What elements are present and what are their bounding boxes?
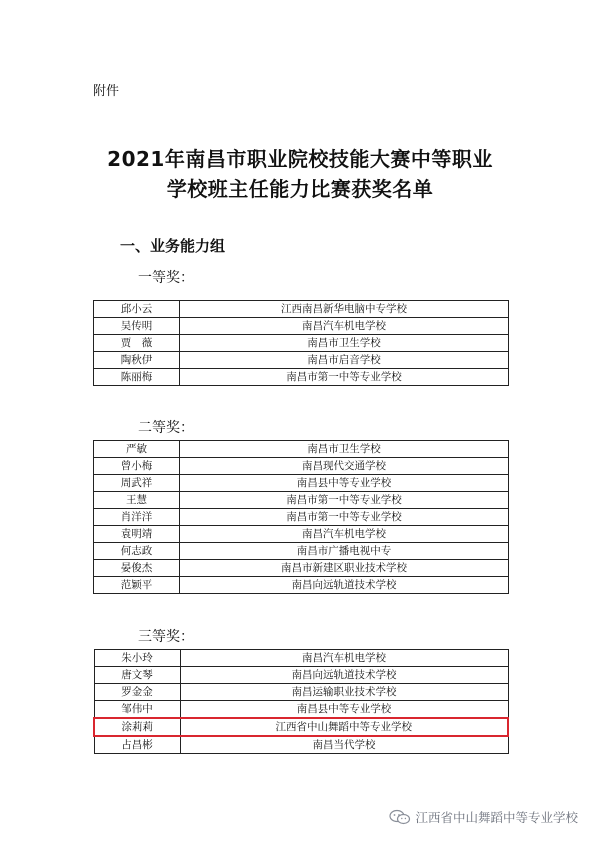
winner-school: 南昌市卫生学校 (180, 441, 509, 458)
winner-name: 吴传明 (94, 318, 180, 335)
winner-school: 南昌市第一中等专业学校 (180, 509, 509, 526)
first-prize-table (93, 300, 509, 386)
winner-school: 南昌向远轨道技术学校 (180, 667, 508, 684)
winner-name: 邹伟中 (94, 701, 180, 719)
winner-name: 陈丽梅 (94, 369, 180, 386)
winner-name: 肖洋洋 (94, 509, 180, 526)
table-row (94, 441, 509, 458)
table-row (94, 560, 509, 577)
document-title-line-1: 2021年南昌市职业院校技能大赛中等职业 (107, 147, 493, 171)
winner-school: 南昌县中等专业学校 (180, 475, 509, 492)
table-row (94, 577, 509, 594)
table-row (94, 650, 508, 667)
document-title-line-2: 学校班主任能力比赛获奖名单 (166, 177, 434, 201)
table-row (94, 526, 509, 543)
second-prize-label: 二等奖： (138, 420, 194, 436)
winner-school: 南昌运输职业技术学校 (180, 684, 508, 701)
third-prize-table (93, 649, 509, 754)
winner-name: 曾小梅 (94, 458, 180, 475)
winner-school: 南昌汽车机电学校 (180, 650, 508, 667)
winner-name: 严敏 (94, 441, 180, 458)
watermark (389, 808, 578, 826)
winner-school: 江西省中山舞蹈中等专业学校 (180, 718, 508, 736)
table-row (94, 301, 509, 318)
winner-school: 南昌市卫生学校 (180, 335, 509, 352)
winner-school: 南昌市广播电视中专 (180, 543, 509, 560)
winner-school: 南昌市新建区职业技术学校 (180, 560, 509, 577)
section-heading: 一、业务能力组 (120, 237, 226, 255)
watermark-text: 江西省中山舞蹈中等专业学校 (415, 810, 578, 825)
winner-school: 江西南昌新华电脑中专学校 (180, 301, 509, 318)
winner-school: 南昌向远轨道技术学校 (180, 577, 509, 594)
table-row (94, 335, 509, 352)
winner-name: 罗金金 (94, 684, 180, 701)
winner-name: 晏俊杰 (94, 560, 180, 577)
wechat-icon (389, 809, 411, 825)
winner-name: 陶秋伊 (94, 352, 180, 369)
winner-name: 贾 薇 (94, 335, 180, 352)
table-row (94, 475, 509, 492)
winner-name: 唐文琴 (94, 667, 180, 684)
attachment-label: 附件 (93, 84, 120, 99)
winner-name: 占昌彬 (94, 736, 180, 754)
table-row (94, 318, 509, 335)
winner-name: 周武祥 (94, 475, 180, 492)
table-row (94, 509, 509, 526)
table-row (94, 701, 508, 719)
winner-school: 南昌市第一中等专业学校 (180, 492, 509, 509)
winner-school: 南昌汽车机电学校 (180, 526, 509, 543)
second-prize-table (93, 440, 509, 594)
table-row (94, 458, 509, 475)
third-prize-label: 三等奖： (138, 629, 194, 645)
winner-school: 南昌市第一中等专业学校 (180, 369, 509, 386)
winner-name: 邱小云 (94, 301, 180, 318)
table-row (94, 736, 508, 754)
winner-school: 南昌县中等专业学校 (180, 701, 508, 719)
winner-school: 南昌汽车机电学校 (180, 318, 509, 335)
winner-school: 南昌当代学校 (180, 736, 508, 754)
winner-school: 南昌市启音学校 (180, 352, 509, 369)
winner-name: 袁明靖 (94, 526, 180, 543)
table-row (94, 667, 508, 684)
winner-name: 范颖平 (94, 577, 180, 594)
first-prize-label: 一等奖： (138, 270, 194, 286)
table-row (94, 492, 509, 509)
winner-name: 朱小玲 (94, 650, 180, 667)
highlighted-table-row (94, 718, 508, 736)
winner-school: 南昌现代交通学校 (180, 458, 509, 475)
table-row (94, 684, 508, 701)
table-row (94, 352, 509, 369)
table-row (94, 543, 509, 560)
winner-name: 王慧 (94, 492, 180, 509)
winner-name: 涂莉莉 (94, 718, 180, 736)
winner-name: 何志政 (94, 543, 180, 560)
table-row (94, 369, 509, 386)
